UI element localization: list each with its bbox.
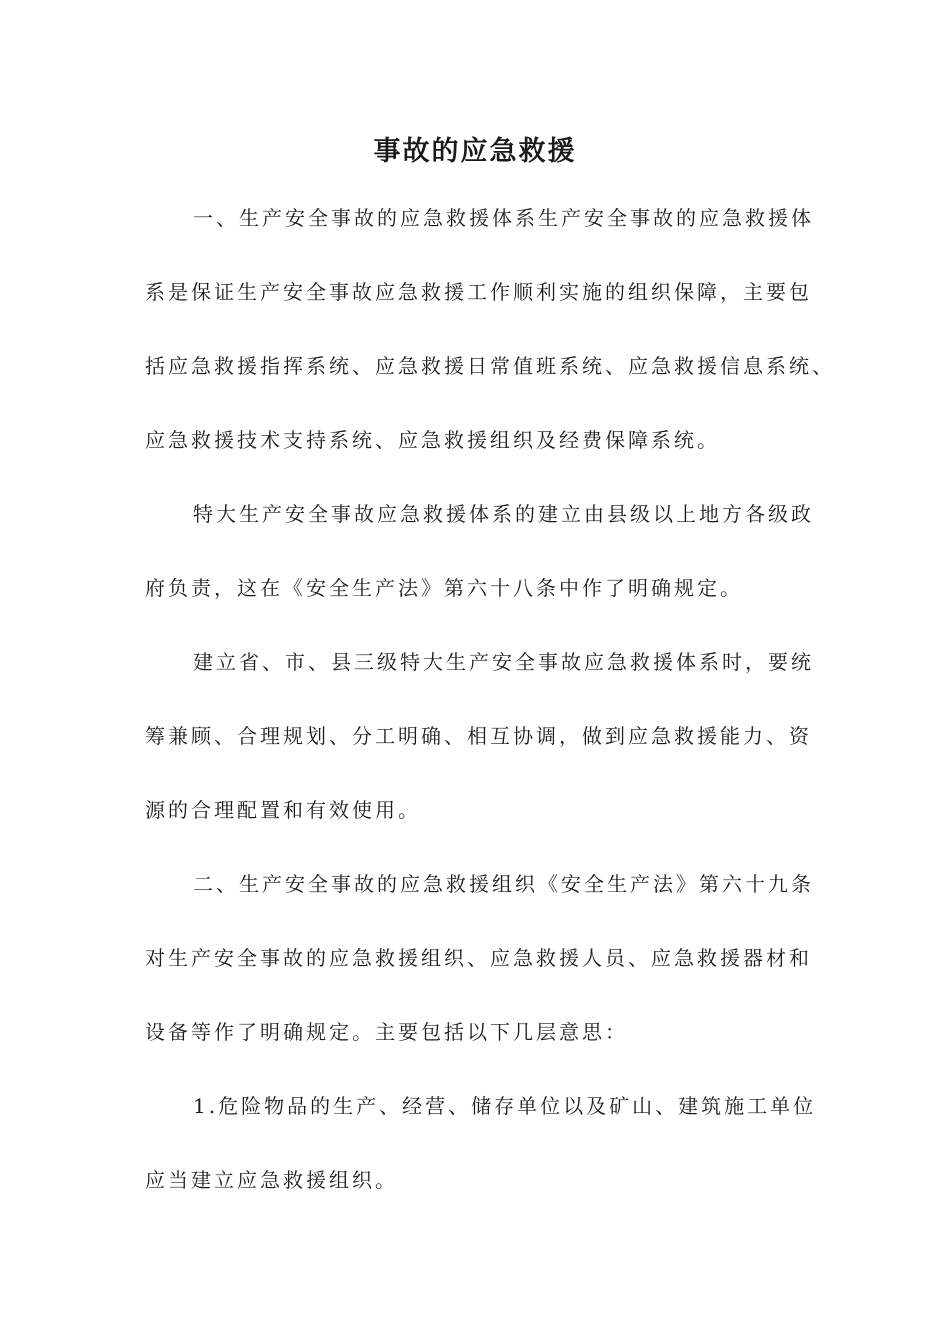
paragraph-emergency-system (145, 200, 835, 459)
paragraph-line: 1.危险物品的生产、经营、储存单位以及矿山、建筑施工单位 (193, 1094, 817, 1118)
paragraph-line: 设备等作了明确规定。主要包括以下几层意思： (145, 1020, 628, 1044)
paragraph-three-level-system (145, 644, 814, 829)
paragraph-government-responsibility (145, 496, 814, 607)
paragraph-item-1 (145, 1088, 817, 1199)
paragraph-line: 二、生产安全事故的应急救援组织《安全生产法》第六十九条 (193, 872, 814, 896)
paragraph-line: 建立省、市、县三级特大生产安全事故应急救援体系时，要统 (193, 650, 814, 674)
document-body (145, 200, 835, 1199)
document-title: 事故的应急救援 (373, 136, 577, 167)
paragraph-line: 府负责，这在《安全生产法》第六十八条中作了明确规定。 (145, 576, 743, 600)
paragraph-line: 括应急救援指挥系统、应急救援日常值班系统、应急救援信息系统、 (145, 354, 835, 378)
paragraph-line: 应当建立应急救援组织。 (145, 1168, 398, 1192)
paragraph-line: 筹兼顾、合理规划、分工明确、相互协调，做到应急救援能力、资 (145, 724, 812, 748)
paragraph-line: 对生产安全事故的应急救援组织、应急救援人员、应急救援器材和 (145, 946, 812, 970)
paragraph-line: 系是保证生产安全事故应急救援工作顺利实施的组织保障，主要包 (145, 280, 812, 304)
paragraph-line: 应急救援技术支持系统、应急救援组织及经费保障系统。 (145, 428, 720, 452)
paragraph-line: 源的合理配置和有效使用。 (145, 798, 421, 822)
paragraph-line: 特大生产安全事故应急救援体系的建立由县级以上地方各级政 (193, 502, 814, 526)
paragraph-line: 一、生产安全事故的应急救援体系生产安全事故的应急救援体 (193, 206, 814, 230)
paragraph-emergency-organization (145, 866, 814, 1051)
